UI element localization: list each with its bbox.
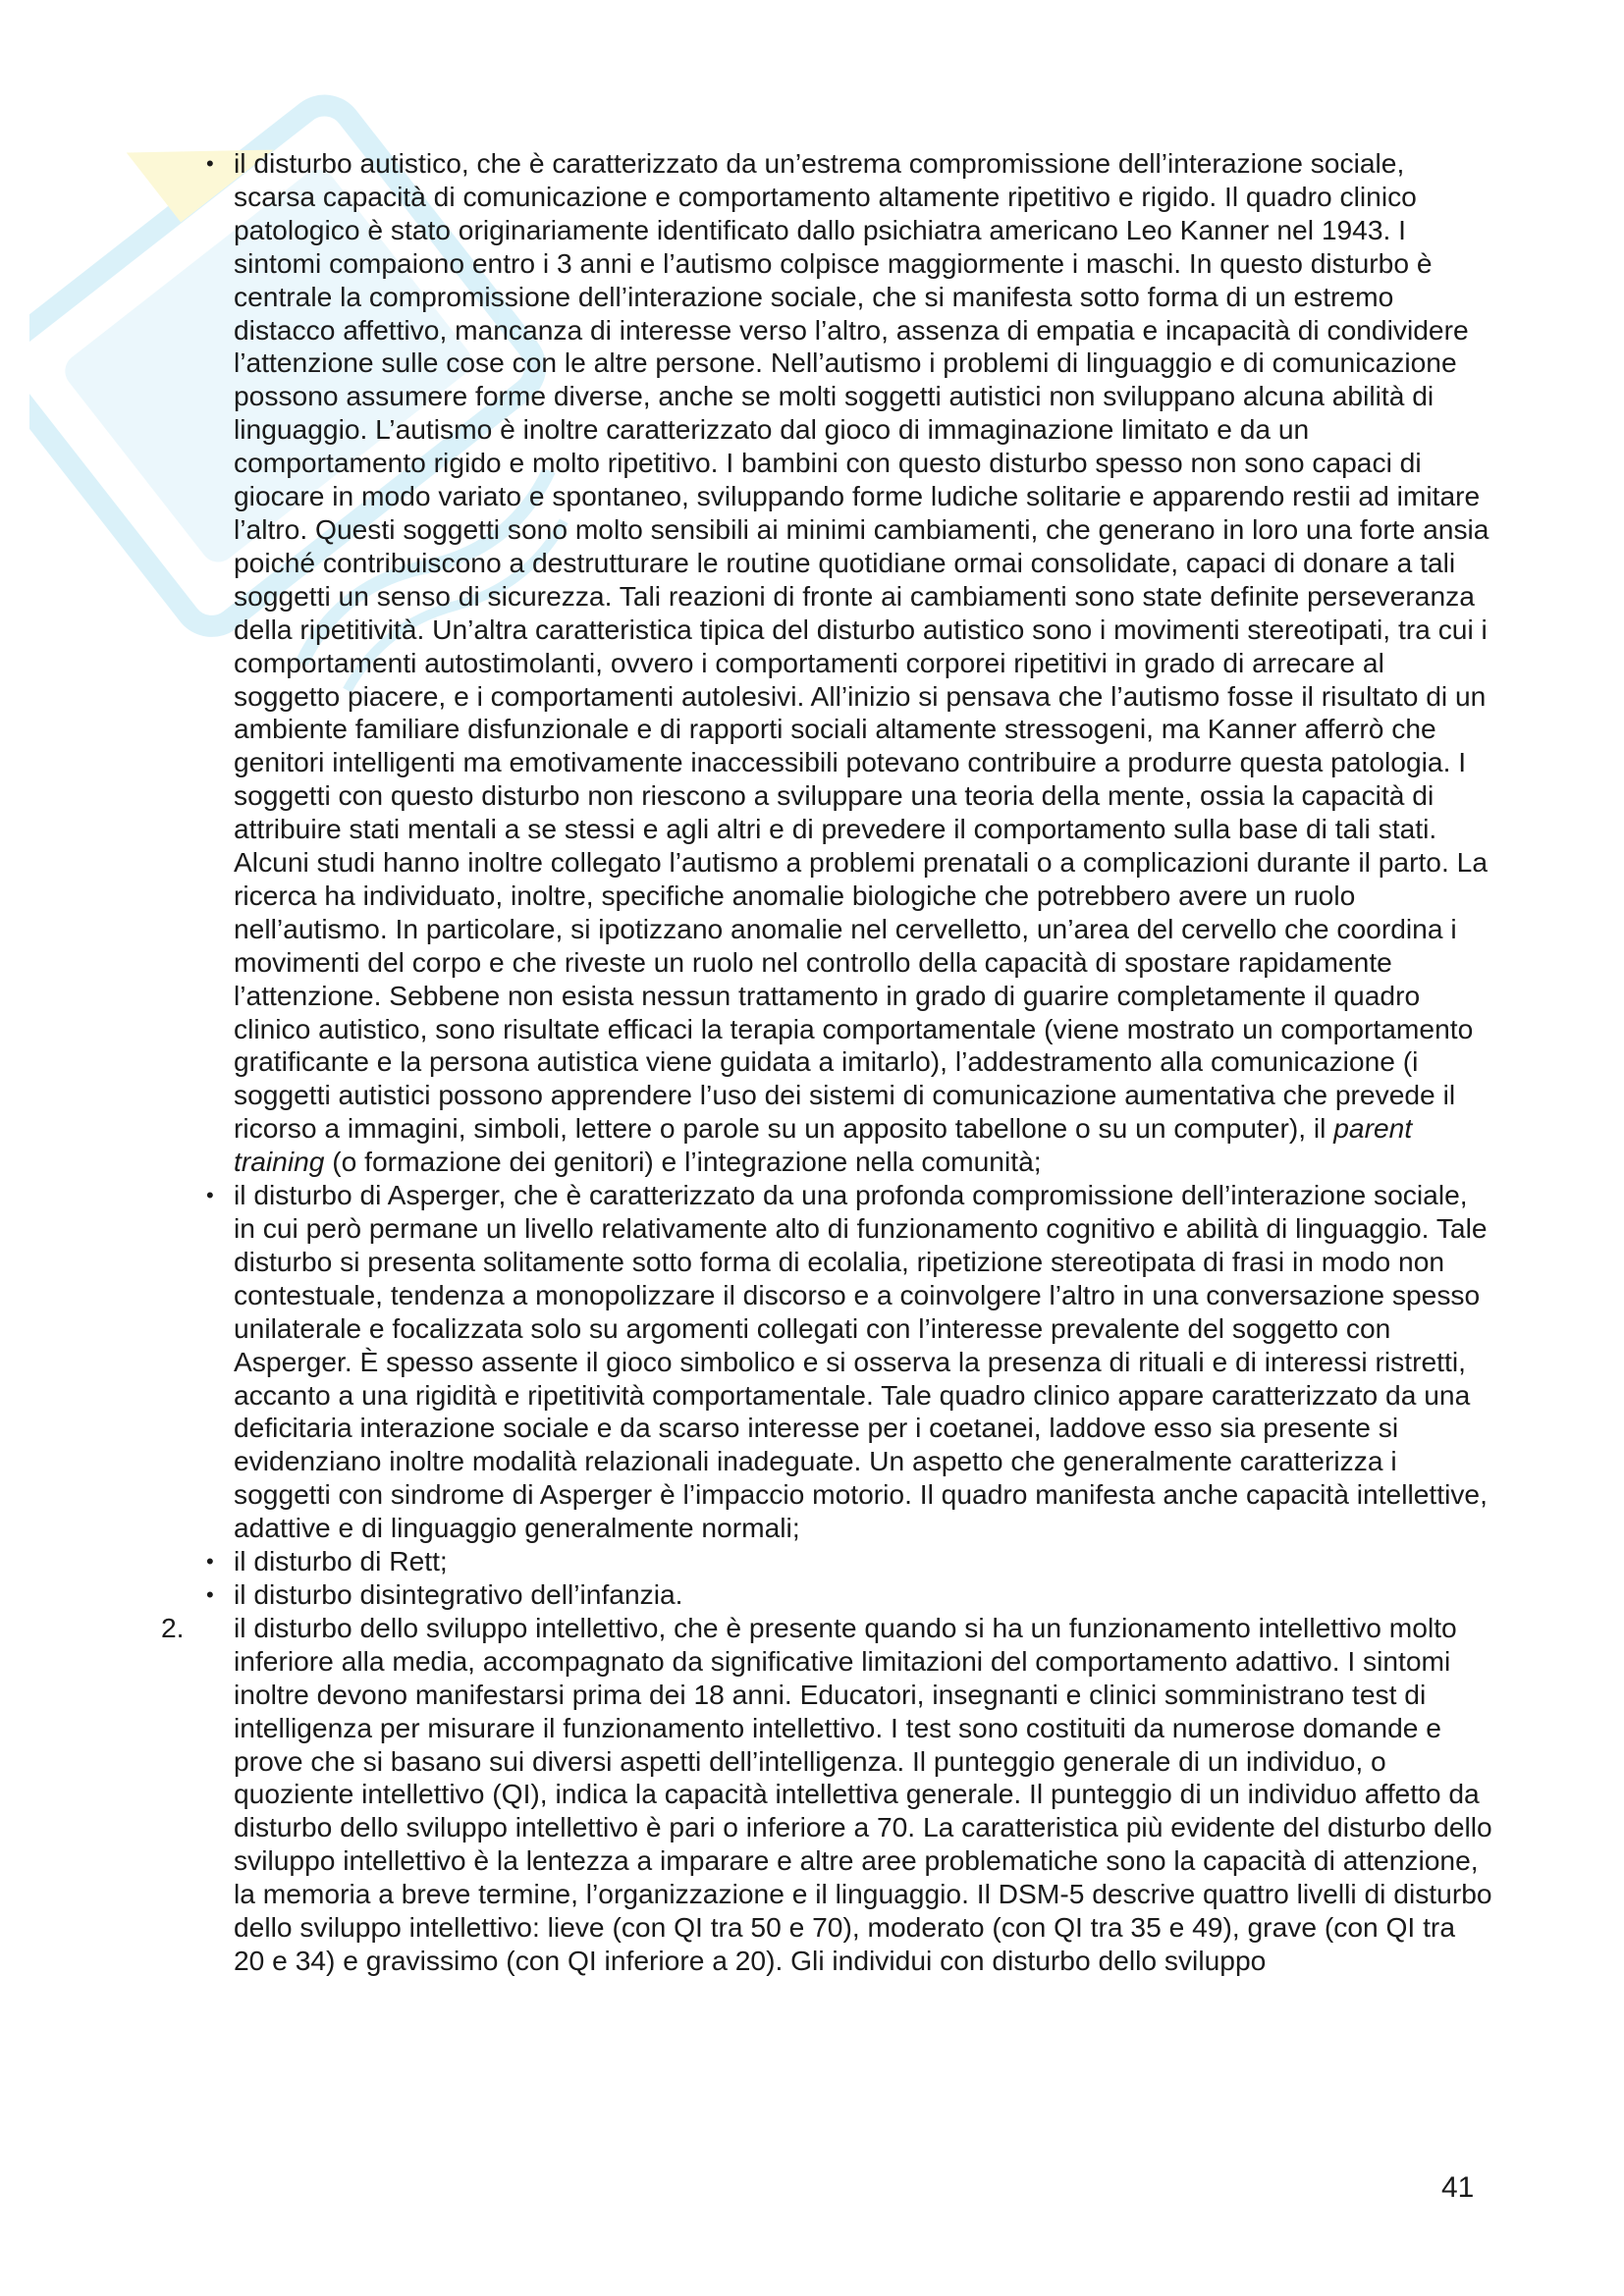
page-number: 41 bbox=[1441, 2171, 1475, 2204]
parent-training-term: parent training bbox=[234, 1112, 1413, 1178]
numbered-item-2 bbox=[161, 1612, 1492, 1978]
autistico-text-end: (o formazione dei genitori) e l’integrazione nella comunità; bbox=[324, 1146, 1042, 1178]
list-item-disturbo-asperger bbox=[206, 1179, 1492, 1545]
list-item-disturbo-disintegrativo bbox=[206, 1578, 1492, 1612]
list-item-disturbo-autistico bbox=[206, 147, 1492, 1179]
disintegrativo-text: il disturbo disintegrativo dell’infanzia. bbox=[234, 1577, 683, 1610]
disorder-bullet-list bbox=[206, 147, 1492, 1612]
document-body bbox=[161, 147, 1492, 1978]
item-number: 2. bbox=[161, 1611, 185, 1643]
sviluppo-intellettivo-text: il disturbo dello sviluppo intellettivo, che è presente quando si ha un funzionamento intellettivo molto inferiore alla media, accompagnato da significative limitazioni del comportamento adattivo. I sintomi inoltre devono manifestarsi prima dei 18 anni. Educatori, insegnanti e clinici somministrano test di intelligenza per misurare il funzionamento intellettivo. I test sono costituiti da numerose domande e prove che si basano sui diversi aspetti dell’intelligenza. Il punteggio generale di un individuo, o quoziente intellettivo (QI), indica la capacità intellettiva generale. Il punteggio di un individuo affetto da disturbo dello sviluppo intellettivo è pari o inferiore a 70. La caratteristica più evidente del disturbo dello sviluppo intellettivo è la lentezza a imparare e altre aree problematiche sono la capacità di attenzione, la memoria a breve termine, l’organizzazione e il linguaggio. Il DSM-5 descrive quattro livelli di disturbo dello sviluppo intellettivo: lieve (con QI tra 50 e 70), moderato (con QI tra 35 e 49), grave (con QI tra 20 e 34) e gravissimo (con QI inferiore a 20). Gli individui con disturbo dello sviluppo bbox=[234, 1611, 1492, 1976]
asperger-text: il disturbo di Asperger, che è caratterizzato da una profonda compromissione dell’interazione sociale, in cui però permane un livello relativamente alto di funzionamento cognitivo e abilità di linguaggio. Tale disturbo si presenta solitamente sotto forma di ecolalia, ripetizione stereotipata di frasi in modo non contestuale, tendenza a monopolizzare il discorso e a coinvolgere l’altro in una conversazione spesso unilaterale e focalizzata solo su argomenti collegati con l’interesse prevalente del soggetto con Asperger. È spesso assente il gioco simbolico e si osserva la presenza di rituali e di interessi ristretti, accanto a una rigidità e ripetitività comportamentale. Tale quadro clinico appare caratterizzato da una deficitaria interazione sociale e da scarso interesse per i coetanei, laddove esso sia presente si evidenziano inoltre modalità relazionali inadeguate. Un aspetto che generalmente caratterizza i soggetti con sindrome di Asperger è l’impaccio motorio. Il quadro manifesta anche capacità intellettive, adattive e di linguaggio generalmente normali; bbox=[234, 1179, 1488, 1544]
autistico-text: il disturbo autistico, che è caratterizzato da un’estrema compromissione dell’interazione sociale, scarsa capacità di comunicazione e comportamento altamente ripetitivo e rigido. Il quadro clinico patologico è stato originariamente identificato dallo psichiatra americano Leo Kanner nel 1943. I sintomi compaiono entro i 3 anni e l’autismo colpisce maggiormente i maschi. In questo disturbo è centrale la compromissione dell’interazione sociale, che si manifesta sotto forma di un estremo distacco affettivo, mancanza di interesse verso l’altro, assenza di empatia e incapacità di condividere l’attenzione sulle cose con le altre persone. Nell’autismo i problemi di linguaggio e di comunicazione possono assumere forme diverse, anche se molti soggetti autistici non sviluppano alcuna abilità di linguaggio. L’autismo è inoltre caratterizzato dal gioco di immaginazione limitato e da un comportamento rigido e molto ripetitivo. I bambini con questo disturbo spesso non sono capaci di giocare in modo variato e spontaneo, sviluppando forme ludiche solitarie e apparendo restii ad imitare l’altro. Questi soggetti sono molto sensibili ai minimi cambiamenti, che generano in loro una forte ansia poiché contribuiscono a destrutturare le routine quotidiane ormai consolidate, capaci di donare a tali soggetti un senso di sicurezza. Tali reazioni di fronte ai cambiamenti sono state definite perseveranza della ripetitività. Un’altra caratteristica tipica del disturbo autistico sono i movimenti stereotipati, tra cui i comportamenti autostimolanti, ovvero i comportamenti corporei ripetitivi in grado di arrecare al soggetto piacere, e i comportamenti autolesivi. All’inizio si pensava che l’autismo fosse il risultato di un ambiente familiare disfunzionale e di rapporti sociali altamente stressogeni, ma Kanner afferrò che genitori intelligenti ma emotivamente inaccessibili potevano contribuire a produrre questa patologia. I soggetti con questo disturbo non riescono a sviluppare una teoria della mente, ossia la capacità di attribuire stati mentali a se stessi e agli altri e di prevedere il comportamento sulla base di tali stati. Alcuni studi hanno inoltre collegato l’autismo a problemi prenatali o a complicazioni durante il parto. La ricerca ha individuato, inoltre, specifiche anomalie biologiche che potrebbero avere un ruolo nell’autismo. In particolare, si ipotizzano anomalie nel cervelletto, un’area del cervello che coordina i movimenti del corpo e che riveste un ruolo nel controllo della capacità di spostare rapidamente l’attenzione. Sebbene non esista nessun trattamento in grado di guarire completamente il quadro clinico autistico, sono risultate efficaci la terapia comportamentale (viene mostrato un comportamento gratificante e la persona autistica viene guidata a imitarlo), l’addestramento alla comunicazione (i soggetti autistici possono apprendere l’uso dei sistemi di comunicazione aumentativa che prevede il ricorso a immagini, simboli, lettere o parole su un apposito tabellone o su un computer), il bbox=[234, 147, 1489, 1145]
rett-text: il disturbo di Rett; bbox=[234, 1545, 448, 1577]
list-item-disturbo-rett bbox=[206, 1545, 1492, 1578]
